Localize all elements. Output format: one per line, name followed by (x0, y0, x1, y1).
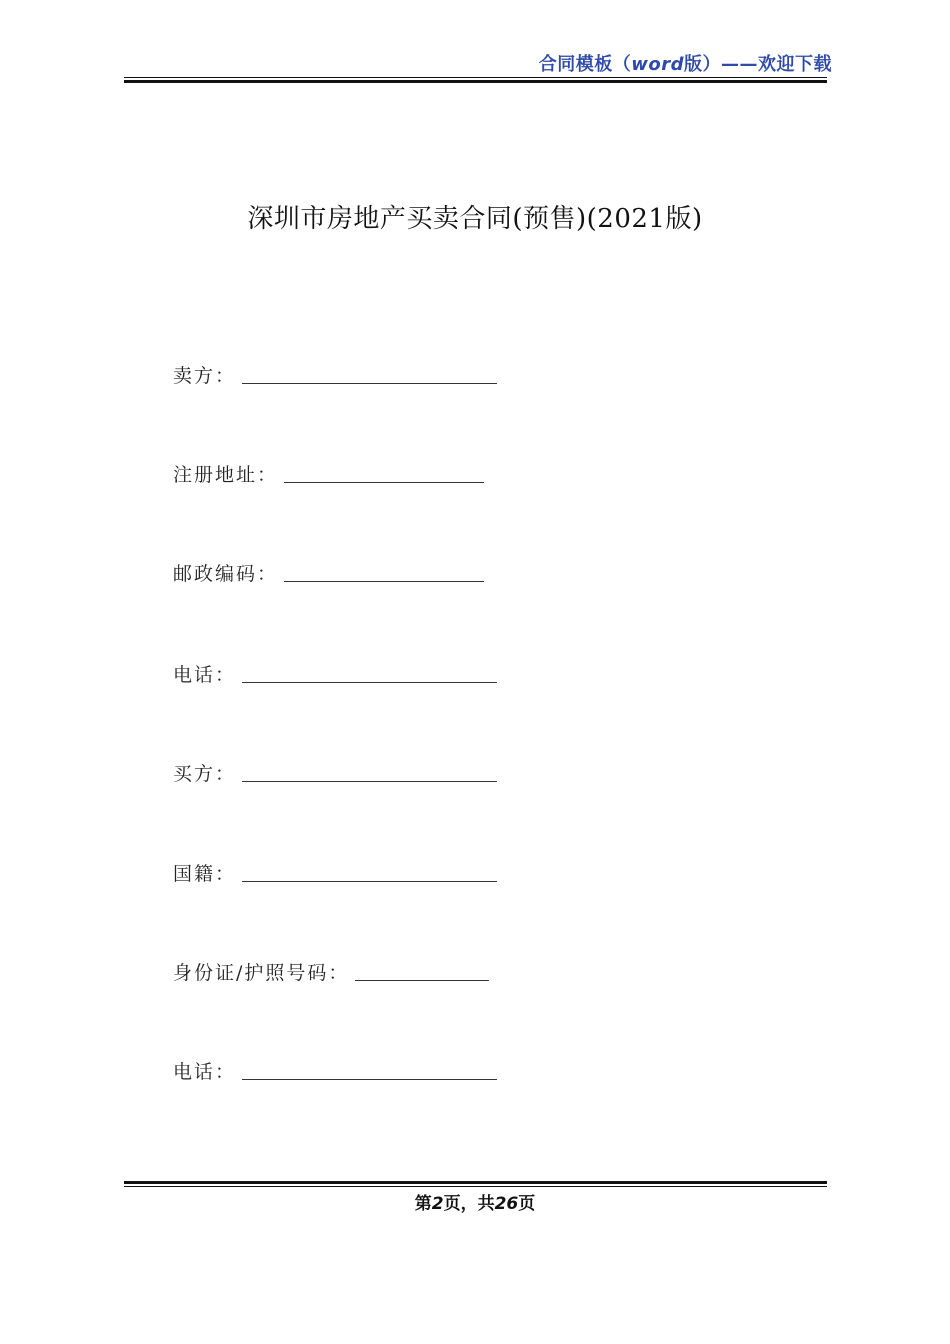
field-label: 电话： (173, 1061, 237, 1083)
header-suffix: 版）——欢迎下载 (684, 54, 832, 75)
fill-in-blank[interactable] (284, 561, 484, 582)
page-number: 2 (431, 1194, 444, 1214)
fill-in-blank[interactable] (355, 960, 489, 981)
field-id-passport (173, 955, 489, 985)
footer-rule-thick (124, 1181, 827, 1184)
page-mid: 页，共 (443, 1194, 495, 1214)
field-seller-phone (173, 657, 497, 687)
field-seller (173, 358, 497, 388)
field-postal-code (173, 556, 484, 586)
field-buyer (173, 756, 497, 786)
field-label: 电话： (173, 664, 237, 686)
field-label: 买方： (173, 763, 237, 785)
header-text (539, 50, 832, 76)
document-title: 深圳市房地产买卖合同(预售)(2021版) (247, 204, 703, 234)
field-label: 卖方： (173, 365, 237, 387)
fill-in-blank[interactable] (242, 861, 497, 882)
fill-in-blank[interactable] (242, 1059, 497, 1080)
header-rule-thin (124, 77, 827, 78)
header-rule-thick (124, 80, 827, 83)
page-pre: 第 (414, 1194, 432, 1214)
fill-in-blank[interactable] (284, 462, 484, 483)
fill-in-blank[interactable] (242, 363, 497, 384)
header-word: word (631, 54, 684, 75)
field-buyer-phone (173, 1054, 497, 1084)
page-post: 页 (518, 1194, 536, 1214)
page-indicator (0, 1189, 950, 1214)
field-label: 身份证/护照号码： (173, 962, 350, 984)
field-registered-address (173, 457, 484, 487)
field-label: 注册地址： (173, 464, 279, 486)
fill-in-blank[interactable] (242, 662, 497, 683)
field-nationality (173, 856, 497, 886)
fill-in-blank[interactable] (242, 761, 497, 782)
header-prefix: 合同模板（ (538, 54, 632, 75)
field-label: 邮政编码： (173, 563, 279, 585)
page-total: 26 (494, 1194, 519, 1214)
field-label: 国籍： (173, 863, 237, 885)
footer-rule-thin (124, 1186, 827, 1187)
